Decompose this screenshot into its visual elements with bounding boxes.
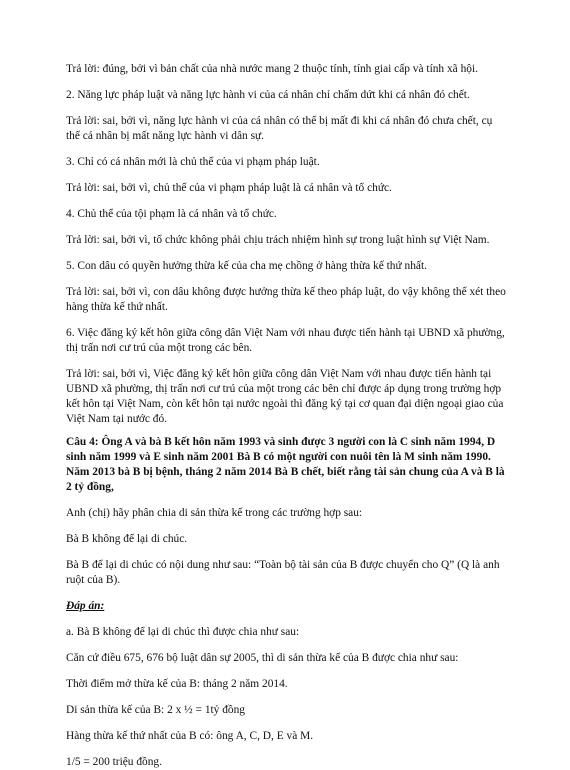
body-paragraph: Thời điểm mở thừa kế của B: tháng 2 năm 2014. <box>66 678 288 690</box>
statement-paragraph: 5. Con dâu có quyền hưởng thừa kế của cha mẹ chồng ở hàng thừa kế thứ nhất. <box>66 260 427 272</box>
question-4-heading: Câu 4: Ông A và bà B kết hôn năm 1993 và sinh được 3 người con là C sinh năm 1994, D sinh năm 1999 và E sinh năm 2001 Bà B có một người con nuôi tên là M sinh năm 1990. Năm 2013 bà B bị bệnh, tháng 2 năm 2014 Bà B chết, biết rằng tài sản chung của A và B là 2 tỷ đồng, <box>66 436 505 493</box>
body-paragraph: Bà B không để lại di chúc. <box>66 533 188 545</box>
answer-paragraph: Trả lời: sai, bởi vì, con dâu không được hưởng thừa kế theo pháp luật, do vậy không thể xét theo hàng thừa kế thứ nhất. <box>66 286 506 313</box>
body-paragraph: Bà B để lại di chúc có nội dung như sau: “Toàn bộ tài sản của B được chuyển cho Q” (Q là anh ruột của B). <box>66 559 500 586</box>
body-paragraph: Hàng thừa kế thứ nhất của B có: ông A, C, D, E và M. <box>66 730 314 742</box>
statement-paragraph: 3. Chỉ có cá nhân mới là chủ thể của vi phạm pháp luật. <box>66 156 320 168</box>
answer-paragraph: Trả lời: đúng, bởi vì bản chất của nhà nước mang 2 thuộc tính, tính giai cấp và tính xã hội. <box>66 63 478 75</box>
body-paragraph: Anh (chị) hãy phân chia di sản thừa kế trong các trường hợp sau: <box>66 507 363 519</box>
body-paragraph: Căn cứ điều 675, 676 bộ luật dân sự 2005, thì di sản thừa kế của B được chia như sau: <box>66 652 459 664</box>
answer-paragraph: Trả lời: sai, bởi vì, Việc đăng ký kết hôn giữa công dân Việt Nam với nhau được tiến hành tại UBND xã phường, thị trấn nơi cư trú của một trong các bên chỉ được áp dụng trong trường hợp kết hôn tại Việt Nam, còn kết hôn tại nước ngoài thì đăng ký tại cơ quan đại diện ngoại giao của Việt Nam tại nước đó. <box>66 368 504 425</box>
answer-paragraph: Trả lời: sai, bởi vì, tổ chức không phải chịu trách nhiệm hình sự trong luật hình sự Việt Nam. <box>66 234 490 246</box>
statement-paragraph: 4. Chủ thể của tội phạm là cá nhân và tổ chức. <box>66 208 277 220</box>
statement-paragraph: 2. Năng lực pháp luật và năng lực hành vi của cá nhân chỉ chấm dứt khi cá nhân đó chết. <box>66 89 470 101</box>
answer-paragraph: Trả lời: sai, bởi vì, năng lực hành vi của cá nhân có thể bị mất đi khi cá nhân đó chưa chết, cụ thể cá nhân bị mất năng lực hành vi dân sự. <box>66 115 493 142</box>
statement-paragraph: 6. Việc đăng ký kết hôn giữa công dân Việt Nam với nhau được tiến hành tại UBND xã phường, thị trấn nơi cư trú của một trong các bên. <box>66 327 505 354</box>
body-paragraph: Di sản thừa kế của B: 2 x ½ = 1tỷ đồng <box>66 704 246 716</box>
answer-key-heading: Đáp án: <box>66 600 105 612</box>
body-paragraph: 1/5 = 200 triệu đồng. <box>66 756 162 768</box>
answer-paragraph: Trả lời: sai, bởi vì, chủ thể của vi phạm pháp luật là cá nhân và tổ chức. <box>66 182 392 194</box>
body-paragraph: a. Bà B không để lại di chúc thì được chia như sau: <box>66 626 300 638</box>
